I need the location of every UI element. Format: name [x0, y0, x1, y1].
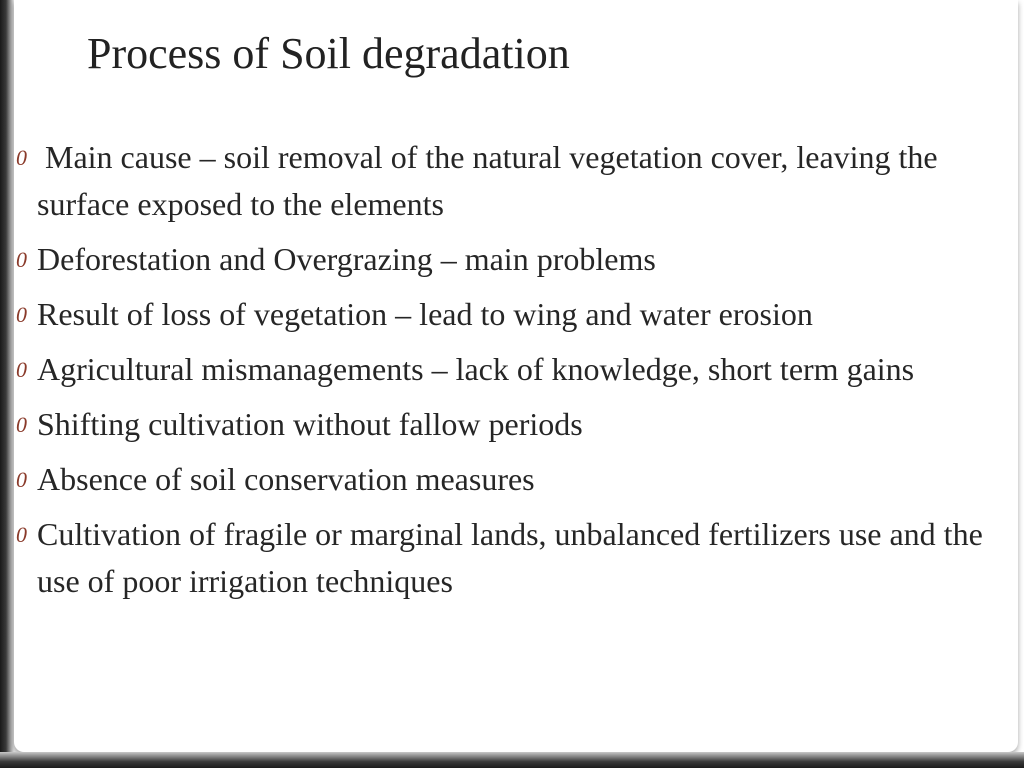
bullet-marker-icon: 0 [16, 412, 27, 437]
slide-title: Process of Soil degradation [87, 29, 570, 78]
bullet-text: Deforestation and Overgrazing – main problems [37, 241, 656, 277]
bullet-item [14, 401, 1014, 448]
bullet-marker-icon: 0 [16, 247, 27, 272]
bullet-marker-icon: 0 [16, 522, 27, 547]
bullet-marker-icon: 0 [16, 302, 27, 327]
bullet-marker-icon: 0 [16, 145, 27, 170]
bullet-item [14, 456, 1014, 503]
bullet-item [14, 346, 1014, 393]
bullet-list [14, 134, 1014, 613]
bullet-marker-icon: 0 [16, 467, 27, 492]
bullet-text: Agricultural mismanagements – lack of knowledge, short term gains [37, 351, 915, 387]
page-bottom-edge [0, 752, 1024, 768]
bullet-item [14, 291, 1014, 338]
bullet-text: Shifting cultivation without fallow periods [37, 406, 583, 442]
bullet-item [14, 511, 1014, 605]
bullet-item [14, 236, 1014, 283]
bullet-marker-icon: 0 [16, 357, 27, 382]
bullet-text: Main cause – soil removal of the natural vegetation cover, leaving the surface exposed to the elements [37, 139, 946, 222]
bullet-item [14, 134, 1014, 228]
bullet-text: Result of loss of vegetation – lead to wing and water erosion [37, 296, 813, 332]
bullet-text: Absence of soil conservation measures [37, 461, 535, 497]
bullet-text: Cultivation of fragile or marginal lands, unbalanced fertilizers use and the use of poor irrigation techniques [37, 516, 983, 599]
